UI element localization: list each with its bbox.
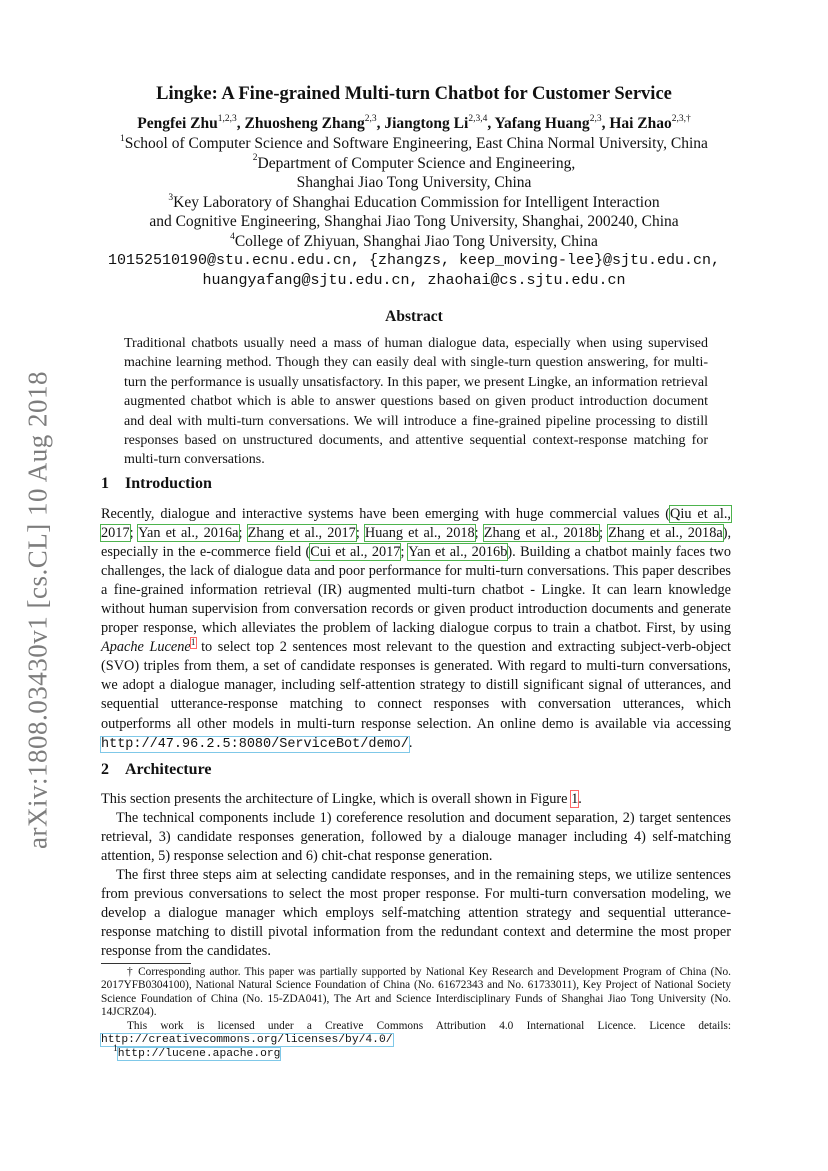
text-run: ; — [355, 525, 365, 542]
introduction-paragraph — [101, 505, 731, 754]
citation-link[interactable]: Zhang et al., 2017 — [247, 525, 356, 542]
affiliation-marker: 4 — [230, 231, 235, 242]
affiliation-text: Shanghai Jiao Tong University, China — [296, 174, 532, 192]
figure-ref-link[interactable]: 1 — [571, 791, 579, 807]
citation-link[interactable]: Yan et al., 2016b — [408, 544, 508, 561]
text-run: . — [578, 791, 582, 807]
affiliation-text: Key Laboratory of Shanghai Education Commission for Intelligent Interaction — [173, 193, 660, 211]
text-run: ; — [238, 525, 248, 542]
author-affiliation-marker: 2,3 — [364, 113, 377, 124]
footnote-corresponding: † Corresponding author. This paper was partially supported by National Key Research and Development Program of China (No. 2017YFB0304100), National Natural Science Foundation of China (No. 61672343 and No. 61733011), Key Project of National Society Science Foundation of China (No. 15-ZDA041), The Art and Science Interdisciplinary Funds of Shanghai Jiao Tong University (No. 14JCRZ04). — [101, 966, 731, 1019]
author-name: Zhuosheng Zhang — [244, 115, 365, 132]
footnote-license — [101, 1020, 731, 1048]
text-run: ; — [400, 544, 409, 561]
affiliation-marker: 2 — [252, 153, 258, 164]
text-run: ; — [474, 525, 484, 542]
email-line: 10152510190@stu.ecnu.edu.cn, {zhangzs, keep_moving-lee}@sjtu.edu.cn, — [107, 252, 721, 269]
lucene-url-link[interactable]: http://lucene.apache.org — [117, 1048, 281, 1061]
text-run: This work is licensed under a Creative Commons Attribution 4.0 International Licence. Licence details: — [127, 1019, 731, 1032]
affiliation-text: College of Zhiyuan, Shanghai Jiao Tong University, China — [234, 232, 598, 250]
affiliation-line — [60, 212, 768, 232]
paragraph — [101, 790, 731, 809]
paper-title: Lingke: A Fine-grained Multi-turn Chatbot for Customer Service — [156, 84, 672, 104]
text-run: Recently, dialogue and interactive systems have been emerging with huge commercial values ( — [101, 506, 671, 522]
author-affiliation-marker: 2,3 — [589, 113, 602, 124]
footnote-marker-link[interactable]: 1 — [190, 637, 196, 648]
separator: , — [376, 115, 385, 132]
architecture-body — [101, 790, 731, 961]
citation-link[interactable]: Cui et al., 2017 — [310, 544, 401, 561]
citation-link[interactable]: Qiu et al., 2017 — [101, 506, 731, 542]
affiliation-marker: 1 — [120, 133, 125, 144]
author-name: Hai Zhao — [609, 115, 672, 132]
separator: , — [236, 115, 245, 132]
citation-link[interactable]: Zhang et al., 2018b — [483, 525, 600, 542]
text-run: This section presents the architecture of Lingke, which is overall shown in Figure — [101, 791, 572, 807]
section-title: Architecture — [125, 761, 212, 778]
author-name: Jiangtong Li — [384, 115, 469, 132]
affiliation-line — [60, 154, 768, 174]
section-title: Introduction — [125, 475, 212, 492]
license-url-link[interactable]: http://creativecommons.org/licenses/by/4.0/ — [101, 1034, 393, 1047]
email-block — [60, 251, 768, 291]
abstract-heading: Abstract — [385, 308, 443, 325]
footnotes — [101, 966, 731, 1062]
section-heading-architecture — [101, 761, 211, 779]
arxiv-id: arXiv:1808.03430v1 [cs.CL] 10 Aug 2018 — [22, 371, 53, 849]
author-name: Yafang Huang — [494, 115, 590, 132]
text-run: to select top 2 sentences most relevant to the question and extracting subject-verb-object (SVO) triples from them, a set of candidate responses is generated. With regard to multi-turn conversations, we adopt a dialogue manager, including self-attention strategy to distill significant signal of utterances, and sequential utterance-response matching to connect responses with conversation utterances, which outperforms all other models in multi-turn response selection. An online demo is available via accessing — [101, 639, 731, 732]
affiliation-line — [60, 173, 768, 193]
affiliation-marker: 3 — [168, 192, 174, 203]
author-name: Pengfei Zhu — [137, 115, 218, 132]
affiliation-line — [60, 232, 768, 252]
section-number: 1 — [101, 475, 109, 492]
affiliation-line — [60, 134, 768, 154]
affiliations — [60, 134, 768, 252]
author-affiliation-marker: 2,3,4 — [468, 113, 488, 124]
footnote-number: 1 — [113, 1043, 118, 1054]
footnote-rule — [101, 963, 191, 964]
citation-link[interactable]: Yan et al., 2016a — [138, 525, 239, 542]
text-run: ; — [599, 525, 609, 542]
author-affiliation-marker: 2,3,† — [671, 113, 691, 124]
citation-link[interactable]: Zhang et al., 2018a — [608, 525, 723, 542]
demo-url-link[interactable]: http://47.96.2.5:8080/ServiceBot/demo/ — [101, 736, 409, 752]
author-list — [60, 115, 768, 133]
citation-link[interactable]: Huang et al., 2018 — [364, 525, 475, 542]
lucene-term: Apache Lucene — [101, 639, 191, 656]
abstract-text: Traditional chatbots usually need a mass of human dialogue data, especially when using supervised machine learning method. Though they can easily deal with single-turn question answering, for multi-turn the performance is usually unsatisfactory. In this paper, we present Lingke, an information retrieval augmented chatbot which is able to answer questions based on given product introduction document and deal with multi-turn conversations. We will introduce a fine-grained pipeline processing to distill responses based on unstructured documents, and attentive sequential context-response matching for multi-turn conversations. — [124, 336, 708, 468]
affiliation-text: Department of Computer Science and Engineering, — [257, 154, 576, 172]
paragraph: The first three steps aim at selecting candidate responses, and in the remaining steps, we utilize sentences from previous conversations to select the most proper response. For multi-turn conversation modeling, we develop a dialogue manager which employs self-matching attention strategy and sequential utterance-response matching to distill pivotal information from the redundant context and determine the most proper response from the candidates. — [101, 867, 731, 960]
email-line: huangyafang@sjtu.edu.cn, zhaohai@cs.sjtu.edu.cn — [202, 272, 626, 289]
text-run: ). Building a chatbot mainly faces two challenges, the lack of dialogue data and poor performance for multi-turn conversations. This paper describes a fine-grained information retrieval (IR) augmented multi-turn chatbot - Lingke. It can learn knowledge without human supervision from conversation records or given product introduction documents and generate proper response, which alleviates the problem of lacking dialogue corpus to train a chatbot. First, by using — [101, 544, 731, 637]
text-run: ; — [129, 525, 139, 542]
affiliation-text: School of Computer Science and Software Engineering, East China Normal University, China — [124, 135, 708, 152]
section-number: 2 — [101, 761, 109, 778]
arxiv-stamp — [18, 360, 58, 860]
footnote-lucene — [113, 1043, 731, 1061]
text-run: . — [408, 734, 413, 751]
section-heading-introduction — [101, 475, 212, 493]
affiliation-text: and Cognitive Engineering, Shanghai Jiao Tong University, Shanghai, 200240, China — [149, 213, 679, 231]
affiliation-line — [60, 193, 768, 213]
separator: , — [601, 115, 610, 132]
author-affiliation-marker: 1,2,3 — [217, 113, 237, 124]
paragraph: The technical components include 1) coreference resolution and document separation, 2) target sentences retrieval, 3) candidate responses generation, followed by a dialouge manager including 4) self-matching attention, 5) response selection and 6) chit-chat response generation. — [101, 810, 731, 865]
text-run: ), especially in the e-commerce field ( — [101, 525, 732, 561]
separator: , — [487, 115, 495, 132]
